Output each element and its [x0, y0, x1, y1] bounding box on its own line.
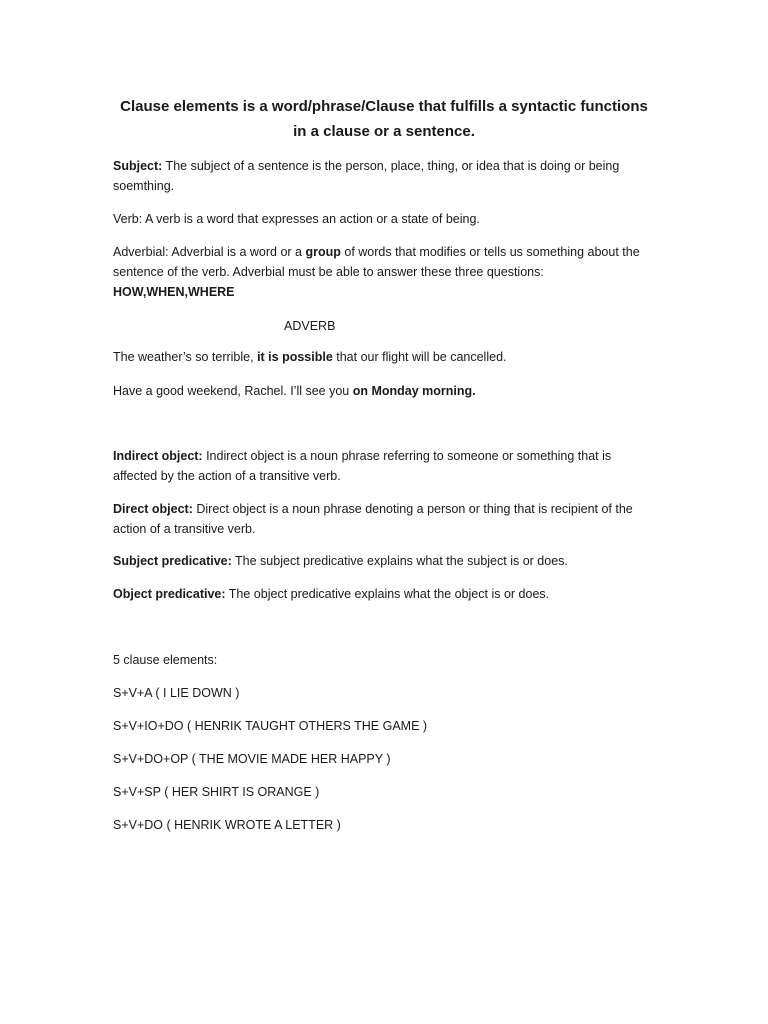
subject-predicative-definition	[113, 551, 653, 571]
adverbial-text-bold: group	[305, 245, 341, 259]
adverbial-text-b: of words that modifies or tells us something about the sentence of the verb. Adverbial must be able to answer these three questions:	[113, 245, 640, 279]
example2-bold: on Monday morning.	[352, 384, 476, 398]
adverbial-text-a: Adverbial is a word or a	[168, 245, 306, 259]
clause-pattern-item: S+V+A ( I LIE DOWN )	[113, 686, 240, 700]
title-line-2: in a clause or a sentence.	[293, 123, 475, 140]
subject-predicative-term: Subject predicative:	[113, 554, 232, 568]
direct-object-text: Direct object is a noun phrase denoting a person or thing that is recipient of the action of a transitive verb.	[113, 502, 633, 536]
direct-object-definition	[113, 499, 653, 539]
subject-predicative-text: The subject predicative explains what the subject is or does.	[231, 554, 568, 568]
adverbial-questions: HOW,WHEN,WHERE	[113, 285, 235, 299]
object-predicative-definition	[113, 584, 653, 604]
clause-elements-heading: 5 clause elements:	[113, 653, 218, 667]
object-predicative-term: Object predicative:	[113, 587, 226, 601]
example2-plain: Have a good weekend, Rachel. I’ll see you	[113, 384, 353, 398]
adverbial-definition	[113, 242, 653, 302]
subject-definition	[113, 156, 653, 196]
indirect-object-term: Indirect object:	[113, 449, 203, 463]
adverbial-term: Adverbial:	[113, 245, 169, 259]
example1-plain: The weather’s so terrible,	[113, 350, 258, 364]
object-predicative-text: The object predicative explains what the object is or does.	[225, 587, 550, 601]
clause-pattern-item: S+V+SP ( HER SHIRT IS ORANGE )	[113, 785, 320, 799]
subject-term: Subject:	[113, 159, 163, 173]
title-line-1: Clause elements is a word/phrase/Clause that fulfills a syntactic functions	[120, 98, 648, 115]
verb-term: Verb:	[113, 212, 143, 226]
adverb-label: ADVERB	[284, 319, 336, 333]
clause-pattern-item: S+V+DO ( HENRIK WROTE A LETTER )	[113, 818, 341, 832]
verb-definition	[113, 209, 653, 229]
example-sentence-2	[113, 381, 653, 401]
example1-rest: that our flight will be cancelled.	[332, 350, 507, 364]
document-title	[100, 94, 668, 144]
clause-pattern-item: S+V+IO+DO ( HENRIK TAUGHT OTHERS THE GAME )	[113, 719, 428, 733]
indirect-object-text: Indirect object is a noun phrase referring to someone or something that is affected by the action of a transitive verb.	[113, 449, 612, 483]
indirect-object-definition	[113, 446, 653, 486]
direct-object-term: Direct object:	[113, 502, 193, 516]
clause-pattern-item: S+V+DO+OP ( THE MOVIE MADE HER HAPPY )	[113, 752, 391, 766]
verb-text: A verb is a word that expresses an action or a state of being.	[142, 212, 480, 226]
subject-text: The subject of a sentence is the person, place, thing, or idea that is doing or being soemthing.	[113, 159, 620, 193]
example-sentence-1	[113, 347, 653, 367]
example1-bold: it is possible	[257, 350, 333, 364]
